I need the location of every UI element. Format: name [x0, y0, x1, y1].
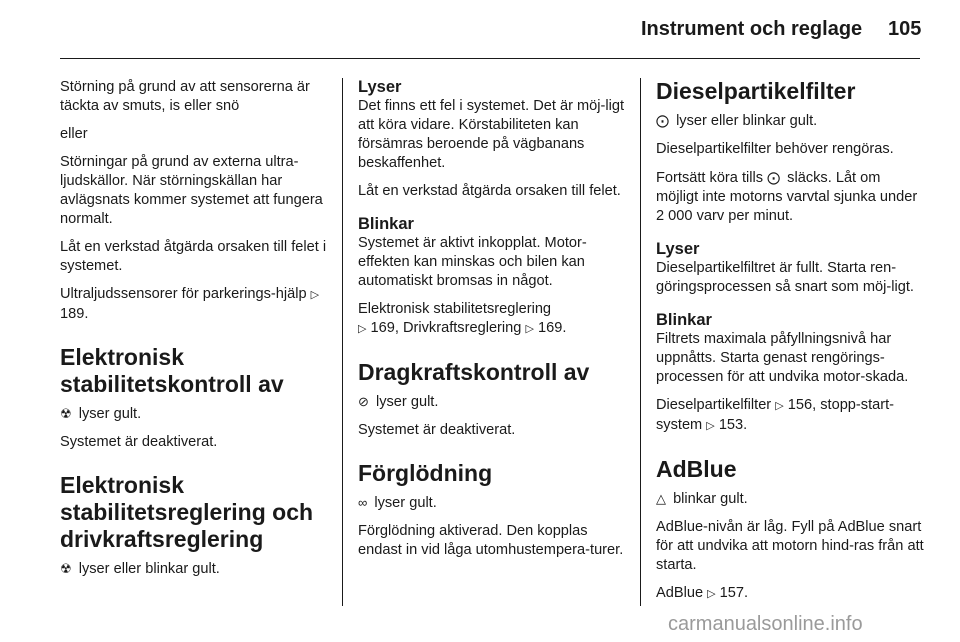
page-number: 105 [888, 18, 922, 40]
header-divider [60, 58, 920, 59]
status-line: ⊘ lyser gult. [358, 394, 439, 410]
status-line: ⨀ lyser eller blinkar gult. [656, 113, 818, 129]
section-heading-dpf: Dieselpartikelfilter [656, 78, 856, 104]
paragraph: Det finns ett fel i systemet. Det är möj-ligt att köra vidare. Körstabiliteten kan försämras beroende på vägbanans beskaffenhet. [358, 98, 625, 171]
paragraph: Systemet är deaktiverat. [358, 422, 516, 438]
section-heading-preheating: Förglödning [358, 460, 493, 486]
paragraph: eller [60, 126, 88, 142]
page-ref-arrow-icon: ▷ [706, 420, 715, 432]
adblue-icon: △ [656, 491, 666, 506]
page-ref-arrow-icon: ▷ [358, 323, 367, 335]
paragraph: AdBlue-nivån är låg. Fyll på AdBlue snart för att undvika att motorn hind-ras från att starta. [656, 519, 924, 573]
paragraph-with-ref: AdBlue ▷ 157. [656, 584, 926, 604]
section-heading-adblue: AdBlue [656, 456, 737, 482]
paragraph: Låt en verkstad åtgärda orsaken till felet i systemet. [60, 239, 327, 274]
traction-control-off-icon: ⊘ [358, 394, 369, 409]
diesel-particle-filter-icon: ⨀ [767, 170, 781, 185]
section-heading-esc-off: Elektronisk stabilitetskontroll av [60, 344, 284, 397]
paragraph: Filtrets maximala påfyllningsnivå har uppnåtts. Starta genast rengörings-processen för att undvika motor-skada. [656, 331, 909, 385]
ref-page: 189. [60, 306, 89, 322]
column-2 [358, 78, 626, 569]
subheading-lyser: Lyser [358, 78, 402, 96]
paragraph-with-ref: Dieselpartikelfilter ▷ 156, stopp-start-system ▷ 153. [656, 396, 926, 436]
paragraph: Fortsätt köra tills ⨀ släcks. Låt om möjligt inte motorns varvtal sjunka under 2 000 varv per minut. [656, 170, 918, 224]
page-ref-arrow-icon: ▷ [310, 289, 320, 301]
paragraph: Dieselpartikelfilter behöver rengöras. [656, 141, 894, 157]
page-ref-arrow-icon: ▷ [525, 323, 534, 335]
column-3 [656, 78, 926, 613]
status-line: ∞ lyser gult. [358, 495, 437, 511]
column-divider-1 [342, 78, 343, 606]
paragraph: Förglödning aktiverad. Den kopplas endast in vid låga utomhustempera-turer. [358, 523, 624, 558]
column-divider-2 [640, 78, 641, 606]
paragraph: Låt en verkstad åtgärda orsaken till felet. [358, 183, 621, 199]
paragraph: Störningar på grund av externa ultra-ljudskällor. När störningskällan har avlägsnats kommer systemet att fungera normalt. [60, 154, 323, 227]
status-line: ☢ lyser eller blinkar gult. [60, 561, 220, 577]
diesel-particle-filter-icon: ⨀ [656, 113, 669, 128]
paragraph: Störning på grund av att sensorerna är täckta av smuts, is eller snö [60, 79, 310, 114]
paragraph: Dieselpartikelfiltret är fullt. Starta ren-göringsprocessen så snart som möj-ligt. [656, 260, 914, 295]
running-header-title: Instrument och reglage [641, 18, 863, 40]
paragraph: Systemet är deaktiverat. [60, 434, 218, 450]
subheading-blinkar: Blinkar [358, 215, 414, 233]
paragraph-with-ref [60, 285, 335, 324]
subheading-blinkar: Blinkar [656, 311, 712, 329]
ref-text: Ultraljudssensorer för parkerings-hjälp [60, 286, 307, 302]
section-heading-esc-tc: Elektronisk stabilitetsreglering och drivkraftsreglering [60, 472, 314, 552]
page-ref-arrow-icon: ▷ [707, 588, 716, 600]
watermark: carmanualsonline.info [668, 613, 863, 635]
esc-off-icon: ☢ [60, 406, 72, 421]
status-line: ☢ lyser gult. [60, 406, 142, 422]
page-ref-arrow-icon: ▷ [775, 400, 784, 412]
paragraph: Systemet är aktivt inkopplat. Motor-effekten kan minskas och bilen kan automatiskt bromsas in något. [358, 235, 587, 289]
status-line: △ blinkar gult. [656, 491, 748, 507]
column-1 [60, 78, 335, 588]
paragraph-with-ref: Elektronisk stabilitetsreglering ▷ 169, Drivkraftsreglering ▷ 169. [358, 300, 626, 339]
subheading-lyser: Lyser [656, 240, 700, 258]
section-heading-tc-off: Dragkraftskontroll av [358, 359, 590, 385]
esc-icon: ☢ [60, 561, 72, 576]
glow-plug-icon: ∞ [358, 495, 368, 510]
